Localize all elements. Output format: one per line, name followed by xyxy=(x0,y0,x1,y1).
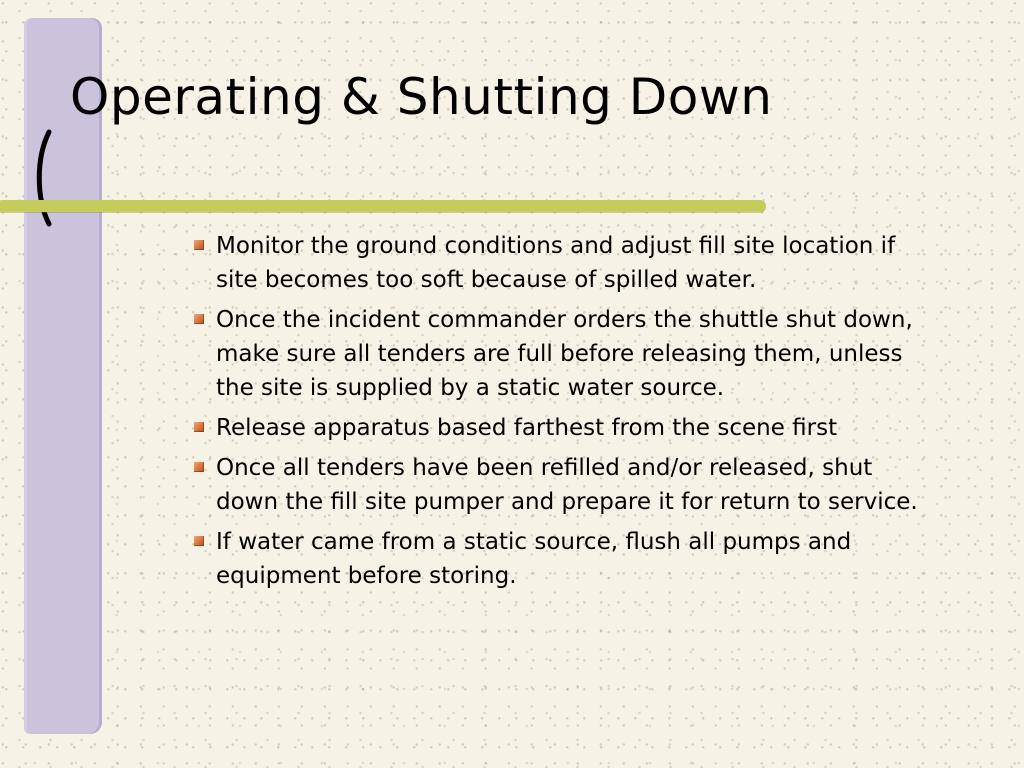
square-bullet-icon xyxy=(194,314,204,324)
bullet-item xyxy=(192,451,940,519)
bullet-text: Monitor the ground conditions and adjust fill site location if site becomes too soft because of spilled water. xyxy=(216,233,896,293)
bracket-ornament xyxy=(32,128,56,228)
square-bullet-icon xyxy=(194,462,204,472)
bullet-item xyxy=(192,411,940,445)
bullet-item xyxy=(192,525,940,593)
bullet-text: Release apparatus based farthest from the scene first xyxy=(216,415,838,441)
bullet-item xyxy=(192,303,940,405)
title-underline-rule xyxy=(0,200,766,212)
square-bullet-icon xyxy=(194,240,204,250)
square-bullet-icon xyxy=(194,422,204,432)
bullet-text: Once all tenders have been refilled and/or released, shut down the fill site pumper and prepare it for return to service. xyxy=(216,455,918,515)
bullet-item xyxy=(192,229,940,297)
slide-title: Operating & Shutting Down xyxy=(70,68,773,126)
square-bullet-icon xyxy=(194,536,204,546)
bullet-list xyxy=(192,229,940,599)
bullet-text: If water came from a static source, flush all pumps and equipment before storing. xyxy=(216,529,852,589)
bullet-text: Once the incident commander orders the shuttle shut down, make sure all tenders are full before releasing them, unless the site is supplied by a static water source. xyxy=(216,307,913,401)
